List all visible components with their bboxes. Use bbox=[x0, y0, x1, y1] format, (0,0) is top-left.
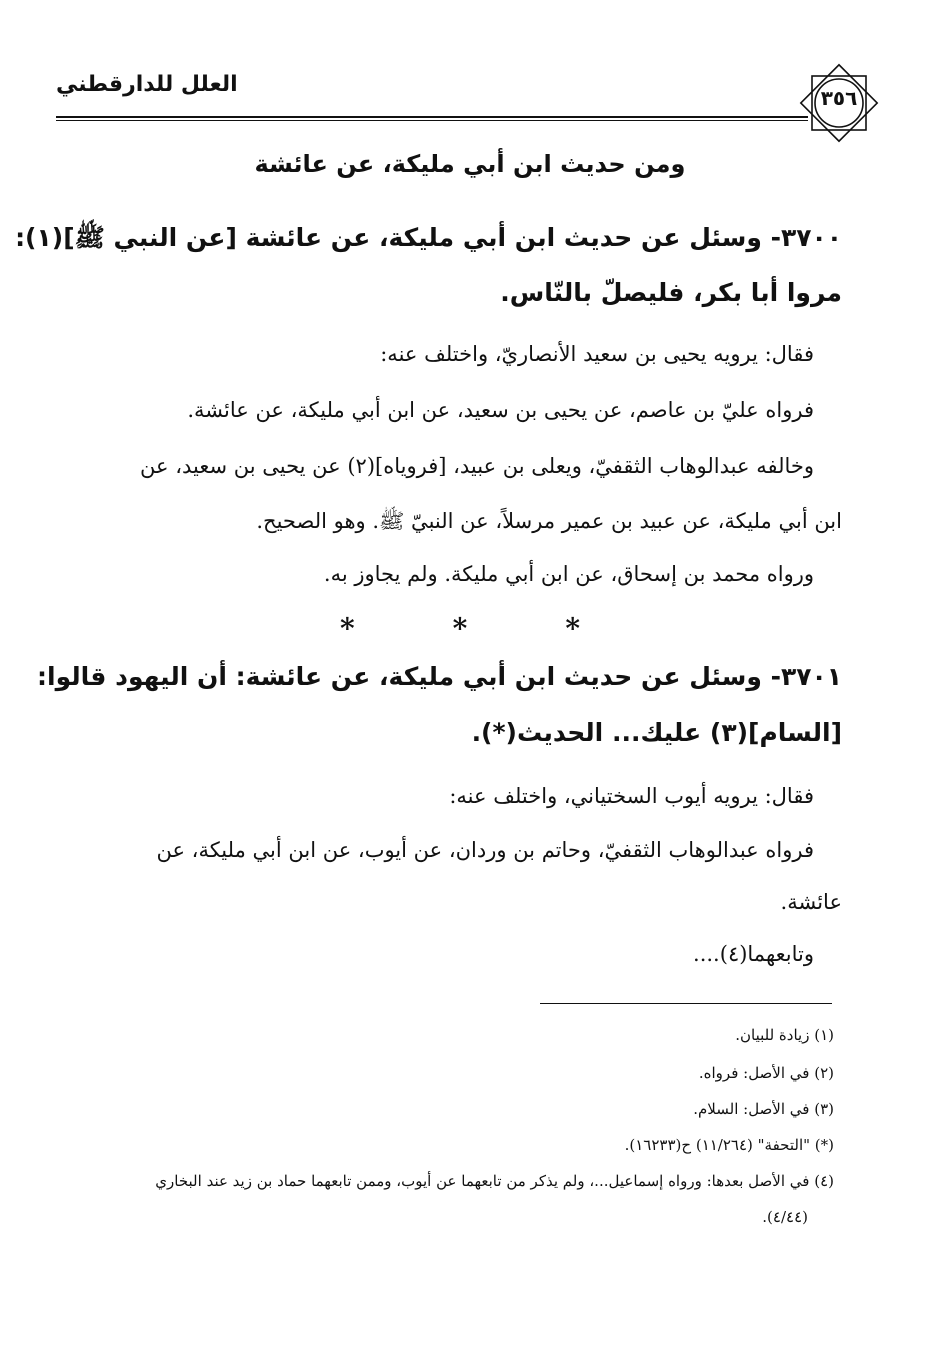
section-heading: ومن حديث ابن أبي مليكة، عن عائشة bbox=[254, 150, 686, 178]
footnote: (٣) في الأصل: السلام. bbox=[693, 1100, 834, 1118]
footnote: (*) "التحفة" (١١/٢٦٤) ح(١٦٢٣٣). bbox=[624, 1136, 834, 1154]
separator-star: * bbox=[452, 612, 468, 645]
book-title: العلل للدارقطني bbox=[56, 72, 238, 97]
entry-3700-text-line: ورواه محمد بن إسحاق، عن ابن أبي مليكة. ولم يجاوز به. bbox=[323, 562, 814, 586]
entry-3701-text-line: عائشة. bbox=[780, 890, 842, 914]
entry-3700-question-line-2: مروا أبا بكر، فليصلّ بالنّاس. bbox=[500, 278, 842, 307]
page-number: ٣٥٦ bbox=[820, 86, 858, 110]
entry-3701-text-line: فرواه عبدالوهاب الثقفيّ، وحاتم بن وردان، عن أيوب، عن ابن أبي مليكة، عن bbox=[156, 838, 814, 862]
separator-star: * bbox=[340, 612, 355, 645]
section-separator bbox=[340, 612, 580, 645]
footnote: (٢) في الأصل: فرواه. bbox=[698, 1064, 834, 1082]
entry-3700-text-line: فقال: يرويه يحيى بن سعيد الأنصاريّ، واختلف عنه: bbox=[380, 342, 814, 366]
entry-3701-text-line: وتابعهما(٤).... bbox=[693, 942, 814, 966]
header-rule-thin bbox=[56, 120, 808, 121]
entry-3701-question-line-2: [السام](٣) عليك... الحديث(*). bbox=[471, 718, 842, 747]
footnote-rule bbox=[540, 1003, 832, 1004]
entry-3701-text-line: فقال: يرويه أيوب السختياني، واختلف عنه: bbox=[449, 784, 814, 808]
entry-3700-text-line: فرواه عليّ بن عاصم، عن يحيى بن سعيد، عن ابن أبي مليكة، عن عائشة. bbox=[187, 398, 814, 422]
entry-3700-question-line-1: ٣٧٠٠- وسئل عن حديث ابن أبي مليكة، عن عائشة [عن النبي ﷺ](١): bbox=[15, 223, 842, 252]
entry-3701-question-line-1: ٣٧٠١- وسئل عن حديث ابن أبي مليكة، عن عائشة: أن اليهود قالوا: bbox=[37, 662, 842, 691]
footnote: (١) زيادة للبيان. bbox=[735, 1026, 834, 1044]
footnote: (٤) في الأصل بعدها: ورواه إسماعيل...، ولم يذكر من تابعهما عن أيوب، وممن تابعهما حماد بن زيد عند البخاري bbox=[155, 1172, 834, 1190]
entry-3700-text-line: ابن أبي مليكة، عن عبيد بن عمير مرسلاً، عن النبيّ ﷺ. وهو الصحيح. bbox=[256, 509, 842, 533]
header-rule bbox=[56, 116, 808, 118]
separator-star: * bbox=[565, 612, 580, 645]
footnote-continuation: (٤/٤٤). bbox=[762, 1208, 808, 1226]
entry-3700-text-line: وخالفه عبدالوهاب الثقفيّ، ويعلى بن عبيد، [فروياه](٢) عن يحيى بن سعيد، عن bbox=[140, 454, 814, 478]
